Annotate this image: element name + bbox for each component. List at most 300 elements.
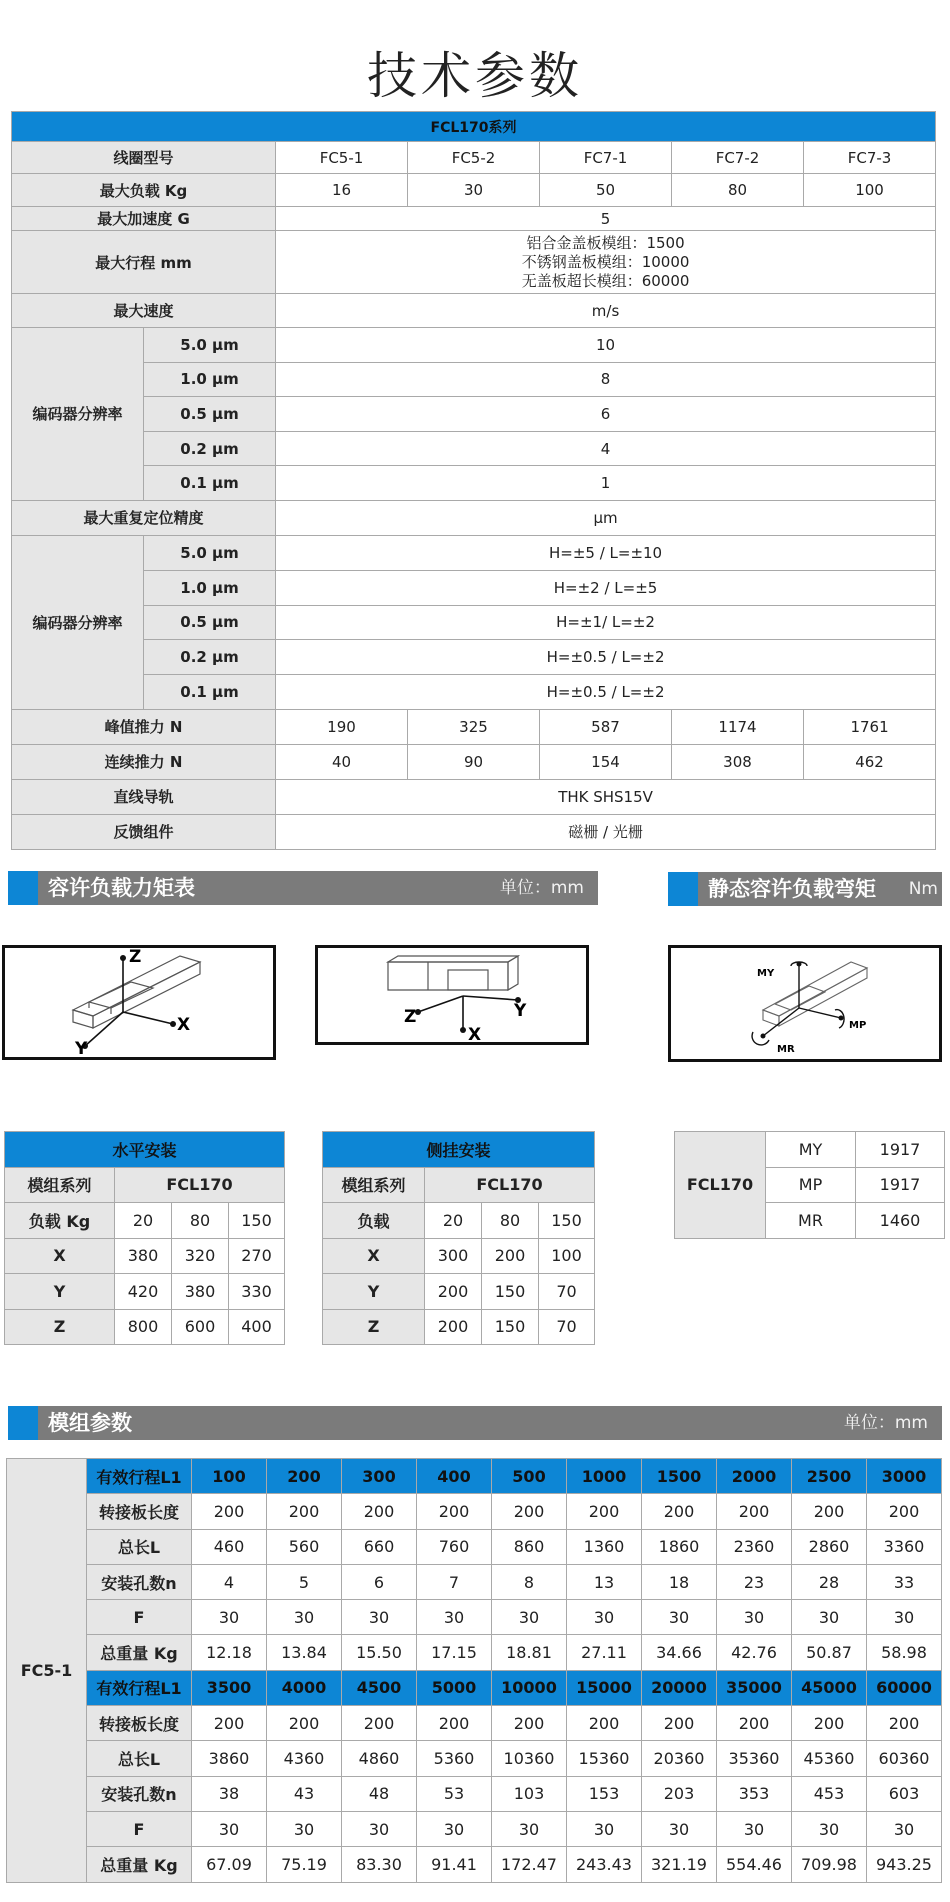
max-stroke-row bbox=[12, 231, 936, 294]
param-value: 30 bbox=[867, 1811, 942, 1846]
param-value: 200 bbox=[267, 1494, 342, 1529]
speed-value: 1 bbox=[276, 466, 936, 501]
stroke-value: 45000 bbox=[792, 1670, 867, 1705]
param-label: 转接板长度 bbox=[87, 1494, 192, 1529]
load-row bbox=[5, 1203, 285, 1239]
encoder-speed-row bbox=[12, 362, 936, 397]
param-value: 243.43 bbox=[567, 1847, 642, 1882]
param-value: 91.41 bbox=[417, 1847, 492, 1882]
coil-model: FC7-3 bbox=[804, 142, 936, 174]
row-label: 线圈型号 bbox=[12, 142, 276, 174]
stroke-label: 有效行程L1 bbox=[87, 1459, 192, 1494]
mount-title: 水平安装 bbox=[5, 1132, 285, 1168]
param-value: 203 bbox=[642, 1776, 717, 1811]
param-value: 42.76 bbox=[717, 1635, 792, 1670]
resolution-label: 0.1 μm bbox=[144, 675, 276, 710]
cont-force-value: 308 bbox=[672, 744, 804, 779]
max-load-value: 80 bbox=[672, 174, 804, 207]
param-value: 200 bbox=[642, 1494, 717, 1529]
stroke-value: 10000 bbox=[492, 1670, 567, 1705]
row-label: 反馈组件 bbox=[12, 814, 276, 849]
horizontal-mount-table bbox=[4, 1131, 285, 1345]
axis-row bbox=[323, 1274, 595, 1310]
param-value: 30 bbox=[267, 1600, 342, 1635]
param-value: 35360 bbox=[717, 1741, 792, 1776]
peak-force-value: 325 bbox=[408, 709, 540, 744]
row-label: 最大速度 bbox=[12, 294, 276, 328]
param-value: 200 bbox=[567, 1494, 642, 1529]
series-value: FCL170 bbox=[425, 1167, 595, 1203]
mp-label: MP bbox=[849, 1020, 867, 1031]
stroke-value: 300 bbox=[342, 1459, 417, 1494]
speed-value: 8 bbox=[276, 362, 936, 397]
moment-value: 1917 bbox=[856, 1167, 945, 1203]
moment-value: 150 bbox=[482, 1309, 539, 1345]
moment-diagram bbox=[671, 948, 939, 1059]
max-stroke-value bbox=[276, 231, 936, 294]
stroke-value: 60000 bbox=[867, 1670, 942, 1705]
encoder-repeat-row bbox=[12, 535, 936, 570]
encoder-repeat-row bbox=[12, 640, 936, 675]
param-value: 200 bbox=[717, 1494, 792, 1529]
param-value: 200 bbox=[417, 1706, 492, 1741]
param-value: 1860 bbox=[642, 1529, 717, 1564]
stroke-value: 200 bbox=[267, 1459, 342, 1494]
param-value: 4 bbox=[192, 1564, 267, 1599]
cont-force-row bbox=[12, 744, 936, 779]
axis-label: Z bbox=[323, 1309, 425, 1345]
param-value: 172.47 bbox=[492, 1847, 567, 1882]
param-value: 33 bbox=[867, 1564, 942, 1599]
param-value: 28 bbox=[792, 1564, 867, 1599]
static-section-title: 静态容许负载弯矩 bbox=[708, 877, 876, 901]
row-label: 最大加速度 G bbox=[12, 207, 276, 231]
param-value: 3360 bbox=[867, 1529, 942, 1564]
moment-value: 600 bbox=[172, 1309, 229, 1345]
param-value: 20360 bbox=[642, 1741, 717, 1776]
param-value: 43 bbox=[267, 1776, 342, 1811]
moment-value: 330 bbox=[229, 1274, 285, 1310]
rail-row bbox=[12, 779, 936, 814]
axis-row bbox=[5, 1274, 285, 1310]
stroke-row bbox=[7, 1670, 942, 1705]
feedback-row bbox=[12, 814, 936, 849]
param-value: 709.98 bbox=[792, 1847, 867, 1882]
axis-y-label: Y bbox=[75, 1039, 88, 1057]
series-value: FCL170 bbox=[115, 1167, 285, 1203]
row-label: 连续推力 N bbox=[12, 744, 276, 779]
encoder-repeat-row bbox=[12, 570, 936, 605]
param-value: 200 bbox=[267, 1706, 342, 1741]
param-value: 30 bbox=[717, 1600, 792, 1635]
mr-label: MR bbox=[777, 1044, 795, 1055]
param-label: 总长L bbox=[87, 1741, 192, 1776]
param-value: 200 bbox=[642, 1706, 717, 1741]
load-value: 150 bbox=[229, 1203, 285, 1239]
load-value: 20 bbox=[115, 1203, 172, 1239]
stroke-value: 5000 bbox=[417, 1670, 492, 1705]
peak-force-value: 1761 bbox=[804, 709, 936, 744]
param-value: 660 bbox=[342, 1529, 417, 1564]
param-value: 153 bbox=[567, 1776, 642, 1811]
rail-axes-diagram bbox=[5, 948, 273, 1057]
stroke-value: 400 bbox=[417, 1459, 492, 1494]
param-value: 200 bbox=[492, 1706, 567, 1741]
page-title: 技术参数 bbox=[367, 47, 583, 105]
moment-value: 200 bbox=[425, 1274, 482, 1310]
param-label: F bbox=[87, 1600, 192, 1635]
param-value: 30 bbox=[792, 1600, 867, 1635]
param-value: 53 bbox=[417, 1776, 492, 1811]
param-value: 1360 bbox=[567, 1529, 642, 1564]
encoder-speed-row bbox=[12, 328, 936, 363]
resolution-label: 1.0 μm bbox=[144, 362, 276, 397]
resolution-label: 0.5 μm bbox=[144, 605, 276, 640]
param-value: 30 bbox=[192, 1600, 267, 1635]
param-value: 30 bbox=[342, 1600, 417, 1635]
param-label: 安装孔数n bbox=[87, 1776, 192, 1811]
coil-model: FC5-2 bbox=[408, 142, 540, 174]
param-value: 30 bbox=[192, 1811, 267, 1846]
param-value: 27.11 bbox=[567, 1635, 642, 1670]
static-section-header bbox=[668, 872, 942, 906]
param-row bbox=[7, 1847, 942, 1882]
param-value: 15360 bbox=[567, 1741, 642, 1776]
param-label: 安装孔数n bbox=[87, 1564, 192, 1599]
param-value: 30 bbox=[792, 1811, 867, 1846]
resolution-label: 0.5 μm bbox=[144, 397, 276, 432]
resolution-label: 5.0 μm bbox=[144, 535, 276, 570]
param-value: 5360 bbox=[417, 1741, 492, 1776]
load-row bbox=[323, 1203, 595, 1239]
rail-value: THK SHS15V bbox=[276, 779, 936, 814]
param-value: 200 bbox=[492, 1494, 567, 1529]
row-label: 最大负载 Kg bbox=[12, 174, 276, 207]
row-label: 直线导轨 bbox=[12, 779, 276, 814]
stroke-value: 1500 bbox=[642, 1459, 717, 1494]
moment-value: 300 bbox=[425, 1238, 482, 1274]
stroke-value: 35000 bbox=[717, 1670, 792, 1705]
stroke-label: 有效行程L1 bbox=[87, 1670, 192, 1705]
model-label: FCL170 bbox=[675, 1132, 766, 1239]
param-value: 200 bbox=[717, 1706, 792, 1741]
axis-row bbox=[323, 1238, 595, 1274]
param-value: 460 bbox=[192, 1529, 267, 1564]
module-section-header bbox=[8, 1406, 942, 1440]
param-value: 30 bbox=[267, 1811, 342, 1846]
axis-y-label: Y bbox=[514, 1001, 527, 1021]
param-value: 75.19 bbox=[267, 1847, 342, 1882]
max-load-value: 16 bbox=[276, 174, 408, 207]
stroke-line: 无盖板超长模组：60000 bbox=[521, 271, 690, 290]
cont-force-value: 40 bbox=[276, 744, 408, 779]
moment-value: 270 bbox=[229, 1238, 285, 1274]
param-value: 60360 bbox=[867, 1741, 942, 1776]
param-row bbox=[7, 1635, 942, 1670]
moment-value: 200 bbox=[425, 1309, 482, 1345]
max-accel-value: 5 bbox=[276, 207, 936, 231]
moment-value: 400 bbox=[229, 1309, 285, 1345]
stroke-value: 3000 bbox=[867, 1459, 942, 1494]
encoder-speed-row bbox=[12, 466, 936, 501]
stroke-line: 不锈钢盖板模组：10000 bbox=[521, 252, 690, 271]
model-label: FC5-1 bbox=[7, 1459, 87, 1883]
param-value: 13 bbox=[567, 1564, 642, 1599]
param-label: 总重量 Kg bbox=[87, 1635, 192, 1670]
resolution-label: 0.2 μm bbox=[144, 431, 276, 466]
load-value: 150 bbox=[539, 1203, 595, 1239]
side-mount-diagram bbox=[315, 945, 589, 1045]
peak-force-value: 190 bbox=[276, 709, 408, 744]
max-speed-value: m/s bbox=[276, 294, 936, 328]
mount-title-row bbox=[323, 1132, 595, 1168]
stroke-value: 1000 bbox=[567, 1459, 642, 1494]
row-label: 峰值推力 N bbox=[12, 709, 276, 744]
repeat-accuracy-value: H=±5 / L=±10 bbox=[276, 535, 936, 570]
param-value: 200 bbox=[567, 1706, 642, 1741]
param-value: 200 bbox=[867, 1494, 942, 1529]
param-value: 200 bbox=[792, 1494, 867, 1529]
repeat-value: μm bbox=[276, 500, 936, 535]
stroke-value: 2500 bbox=[792, 1459, 867, 1494]
param-value: 30 bbox=[642, 1811, 717, 1846]
module-section-title: 模组参数 bbox=[48, 1411, 132, 1435]
moment-name: MR bbox=[766, 1203, 856, 1239]
param-value: 83.30 bbox=[342, 1847, 417, 1882]
param-value: 4860 bbox=[342, 1741, 417, 1776]
param-value: 943.25 bbox=[867, 1847, 942, 1882]
stroke-value: 3500 bbox=[192, 1670, 267, 1705]
stroke-value: 2000 bbox=[717, 1459, 792, 1494]
axis-row bbox=[323, 1309, 595, 1345]
stroke-line: 铝合金盖板模组：1500 bbox=[526, 233, 685, 252]
param-value: 2860 bbox=[792, 1529, 867, 1564]
param-value: 30 bbox=[717, 1811, 792, 1846]
cont-force-value: 462 bbox=[804, 744, 936, 779]
my-label: MY bbox=[757, 968, 775, 979]
peak-force-value: 587 bbox=[540, 709, 672, 744]
param-value: 3860 bbox=[192, 1741, 267, 1776]
param-value: 353 bbox=[717, 1776, 792, 1811]
param-value: 30 bbox=[492, 1811, 567, 1846]
param-value: 30 bbox=[567, 1600, 642, 1635]
param-value: 560 bbox=[267, 1529, 342, 1564]
row-label: 负载 Kg bbox=[5, 1203, 115, 1239]
section-marker bbox=[668, 872, 698, 906]
repeat-accuracy-value: H=±0.5 / L=±2 bbox=[276, 675, 936, 710]
param-value: 30 bbox=[342, 1811, 417, 1846]
series-header: FCL170系列 bbox=[12, 112, 936, 142]
param-value: 8 bbox=[492, 1564, 567, 1599]
spec-table bbox=[11, 111, 936, 850]
param-row bbox=[7, 1494, 942, 1529]
param-value: 200 bbox=[417, 1494, 492, 1529]
stroke-value: 500 bbox=[492, 1459, 567, 1494]
encoder-repeat-row bbox=[12, 605, 936, 640]
max-load-value: 100 bbox=[804, 174, 936, 207]
axis-z-label: Z bbox=[129, 948, 142, 967]
param-value: 17.15 bbox=[417, 1635, 492, 1670]
row-label: 最大重复定位精度 bbox=[12, 500, 276, 535]
param-value: 4360 bbox=[267, 1741, 342, 1776]
param-row bbox=[7, 1600, 942, 1635]
param-value: 58.98 bbox=[867, 1635, 942, 1670]
max-accel-row bbox=[12, 207, 936, 231]
coil-model: FC7-1 bbox=[540, 142, 672, 174]
moment-section-title: 容许负载力矩表 bbox=[48, 876, 195, 900]
param-row bbox=[7, 1811, 942, 1846]
repeat-row bbox=[12, 500, 936, 535]
param-value: 45360 bbox=[792, 1741, 867, 1776]
axis-label: Y bbox=[323, 1274, 425, 1310]
param-value: 13.84 bbox=[267, 1635, 342, 1670]
resolution-label: 1.0 μm bbox=[144, 570, 276, 605]
param-value: 7 bbox=[417, 1564, 492, 1599]
moment-name: MP bbox=[766, 1167, 856, 1203]
series-row bbox=[323, 1167, 595, 1203]
resolution-label: 0.2 μm bbox=[144, 640, 276, 675]
param-value: 5 bbox=[267, 1564, 342, 1599]
param-value: 38 bbox=[192, 1776, 267, 1811]
param-value: 48 bbox=[342, 1776, 417, 1811]
resolution-label: 5.0 μm bbox=[144, 328, 276, 363]
moment-value: 380 bbox=[115, 1238, 172, 1274]
axis-label: Z bbox=[5, 1309, 115, 1345]
cont-force-value: 154 bbox=[540, 744, 672, 779]
side-mount-table bbox=[322, 1131, 595, 1345]
moment-section-header bbox=[8, 871, 598, 905]
moment-value: 100 bbox=[539, 1238, 595, 1274]
param-value: 30 bbox=[417, 1811, 492, 1846]
param-value: 18 bbox=[642, 1564, 717, 1599]
encoder-repeat-row bbox=[12, 675, 936, 710]
stroke-value: 4500 bbox=[342, 1670, 417, 1705]
static-moment-diagram bbox=[668, 945, 942, 1062]
module-section-unit: 单位：mm bbox=[843, 1413, 928, 1433]
moment-value: 70 bbox=[539, 1274, 595, 1310]
row-label: 模组系列 bbox=[323, 1167, 425, 1203]
stroke-value: 100 bbox=[192, 1459, 267, 1494]
coil-model: FC5-1 bbox=[276, 142, 408, 174]
speed-value: 6 bbox=[276, 397, 936, 432]
param-value: 200 bbox=[342, 1494, 417, 1529]
moment-value: 380 bbox=[172, 1274, 229, 1310]
max-load-row bbox=[12, 174, 936, 207]
axis-row bbox=[5, 1309, 285, 1345]
repeat-accuracy-value: H=±2 / L=±5 bbox=[276, 570, 936, 605]
param-value: 30 bbox=[567, 1811, 642, 1846]
repeat-accuracy-value: H=±1/ L=±2 bbox=[276, 605, 936, 640]
param-value: 2360 bbox=[717, 1529, 792, 1564]
series-header-row bbox=[12, 112, 936, 142]
static-section-unit: Nm bbox=[908, 879, 938, 899]
param-value: 321.19 bbox=[642, 1847, 717, 1882]
moment-value: 320 bbox=[172, 1238, 229, 1274]
param-label: 总长L bbox=[87, 1529, 192, 1564]
param-value: 603 bbox=[867, 1776, 942, 1811]
stroke-value: 4000 bbox=[267, 1670, 342, 1705]
param-value: 554.46 bbox=[717, 1847, 792, 1882]
max-load-value: 30 bbox=[408, 174, 540, 207]
axis-x-label: X bbox=[177, 1015, 191, 1035]
row-label: 模组系列 bbox=[5, 1167, 115, 1203]
repeat-accuracy-value: H=±0.5 / L=±2 bbox=[276, 640, 936, 675]
static-moment-table bbox=[674, 1131, 945, 1239]
module-params-table bbox=[6, 1458, 942, 1883]
series-row bbox=[5, 1167, 285, 1203]
encoder-speed-row bbox=[12, 431, 936, 466]
param-value: 200 bbox=[792, 1706, 867, 1741]
param-value: 200 bbox=[192, 1494, 267, 1529]
param-value: 67.09 bbox=[192, 1847, 267, 1882]
param-label: F bbox=[87, 1811, 192, 1846]
stroke-row bbox=[7, 1459, 942, 1494]
moment-value: 420 bbox=[115, 1274, 172, 1310]
param-value: 200 bbox=[342, 1706, 417, 1741]
param-value: 15.50 bbox=[342, 1635, 417, 1670]
param-value: 103 bbox=[492, 1776, 567, 1811]
horizontal-mount-diagram bbox=[2, 945, 276, 1060]
param-value: 30 bbox=[867, 1600, 942, 1635]
param-row bbox=[7, 1564, 942, 1599]
param-value: 30 bbox=[642, 1600, 717, 1635]
param-value: 30 bbox=[417, 1600, 492, 1635]
row-label: 编码器分辨率 bbox=[12, 328, 144, 501]
moment-value: 70 bbox=[539, 1309, 595, 1345]
coil-row bbox=[12, 142, 936, 174]
moment-value: 150 bbox=[482, 1274, 539, 1310]
moment-name: MY bbox=[766, 1132, 856, 1168]
peak-force-value: 1174 bbox=[672, 709, 804, 744]
param-value: 6 bbox=[342, 1564, 417, 1599]
mount-title-row bbox=[5, 1132, 285, 1168]
param-value: 34.66 bbox=[642, 1635, 717, 1670]
coil-model: FC7-2 bbox=[672, 142, 804, 174]
moment-value: 1917 bbox=[856, 1132, 945, 1168]
stroke-value: 20000 bbox=[642, 1670, 717, 1705]
param-value: 860 bbox=[492, 1529, 567, 1564]
moment-section-unit: 单位：mm bbox=[499, 878, 584, 898]
load-value: 20 bbox=[425, 1203, 482, 1239]
row-label: 最大行程 mm bbox=[12, 231, 276, 294]
param-row bbox=[7, 1776, 942, 1811]
cont-force-value: 90 bbox=[408, 744, 540, 779]
param-label: 总重量 Kg bbox=[87, 1847, 192, 1882]
param-row bbox=[7, 1741, 942, 1776]
row-label: 负载 bbox=[323, 1203, 425, 1239]
row-label: 编码器分辨率 bbox=[12, 535, 144, 709]
resolution-label: 0.1 μm bbox=[144, 466, 276, 501]
rail-axes-diagram bbox=[318, 948, 586, 1042]
section-marker bbox=[8, 871, 38, 905]
param-value: 18.81 bbox=[492, 1635, 567, 1670]
axis-label: X bbox=[5, 1238, 115, 1274]
param-value: 50.87 bbox=[792, 1635, 867, 1670]
axis-z-label: Z bbox=[404, 1007, 417, 1027]
axis-label: X bbox=[323, 1238, 425, 1274]
feedback-value: 磁栅 / 光栅 bbox=[276, 814, 936, 849]
param-value: 200 bbox=[867, 1706, 942, 1741]
axis-label: Y bbox=[5, 1274, 115, 1310]
section-marker bbox=[8, 1406, 38, 1440]
axis-row bbox=[5, 1238, 285, 1274]
moment-value: 1460 bbox=[856, 1203, 945, 1239]
param-value: 200 bbox=[192, 1706, 267, 1741]
param-value: 10360 bbox=[492, 1741, 567, 1776]
speed-value: 10 bbox=[276, 328, 936, 363]
param-value: 760 bbox=[417, 1529, 492, 1564]
encoder-speed-row bbox=[12, 397, 936, 432]
